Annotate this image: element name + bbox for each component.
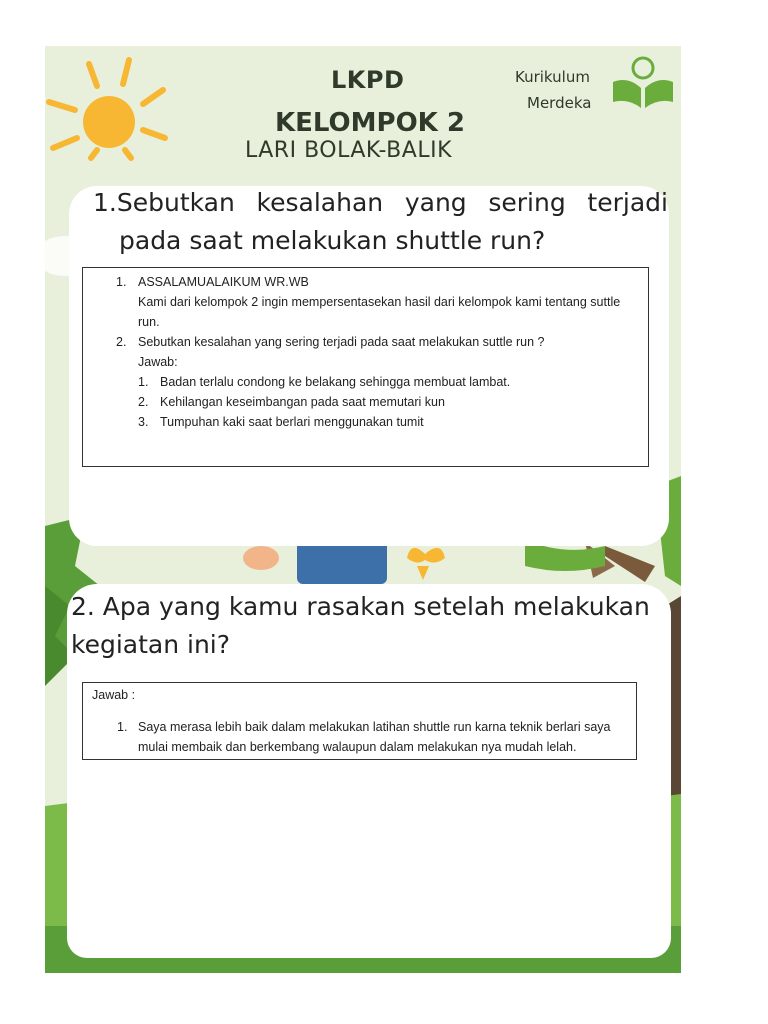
answer-box-1: 1. ASSALAMUALAIKUM WR.WB Kami dari kelompok 2 ingin mempersentasekan hasil dari kelompok kami tentang suttle run. 2. Sebutkan kesalahan yang sering terjadi pada saat melakukan suttle run ? Jawab: 1. Badan terlalu condong ke belakang sehingga membuat lambat. 2. Kehilangan keseimbangan pada saat memutari kun 3. Tumpuhan kaki saat berlari menggunakan tumit [82,267,649,467]
list-item: 1. Saya merasa lebih baik dalam melakukan latihan shuttle run karna teknik berlari saya [117,720,611,734]
list-item: 1. Badan terlalu condong ke belakang sehingga membuat lambat. [138,375,511,389]
list-item: 2. Kehilangan keseimbangan pada saat memutari kun [138,395,445,409]
answer-box-2: Jawab : 1. Saya merasa lebih baik dalam melakukan latihan shuttle run karna teknik berlari saya mulai membaik dan berkembang walaupun dalam melakukan nya mudah lelah. [82,682,637,760]
question-2-text: 2. Apa yang kamu rasakan setelah melakukan kegiatan ini? [71,592,650,659]
question-1-text: 1.Sebutkan kesalahan yang sering terjadi pada saat melakukan shuttle run? [93,188,668,255]
worksheet-page [45,46,681,973]
answer-label: Jawab : [92,688,136,702]
sun-icon [49,60,165,158]
kurikulum-merdeka-logo [613,58,673,108]
topic-subtitle: LARI BOLAK-BALIK [245,138,452,163]
butterfly-icon [407,548,445,580]
list-item: 3. Tumpuhan kaki saat berlari menggunakan tumit [138,415,424,429]
page-title: LKPD [331,66,405,94]
group-title: KELOMPOK 2 [275,108,465,138]
curriculum-label: Kurikulum Merdeka [515,68,592,112]
